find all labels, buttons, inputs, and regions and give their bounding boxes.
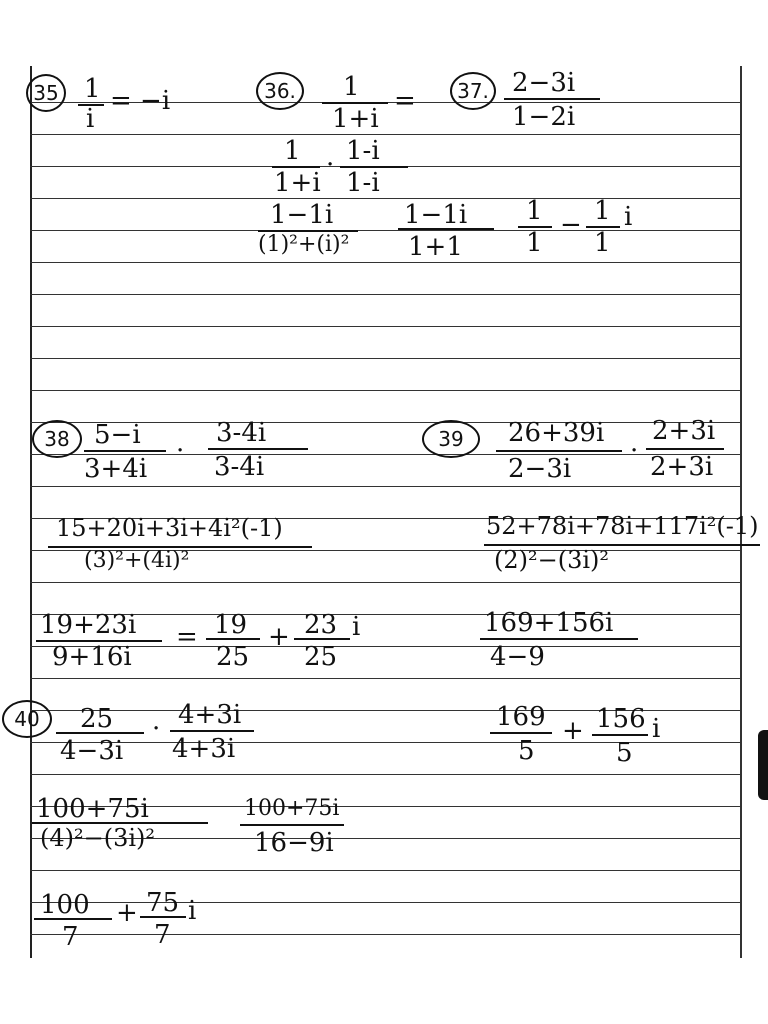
p38-s2-r2-numerator: 23	[304, 610, 338, 640]
p40-s2-denominator: 16−9i	[254, 828, 334, 858]
p38-q-numerator-2: 3-4i	[216, 418, 267, 448]
p39-s2-denominator: 4−9	[490, 642, 545, 672]
p38-s2-equals: =	[176, 622, 198, 652]
p40-q-times: ·	[152, 714, 161, 744]
p39-s3-fraction-bar	[490, 732, 552, 734]
ruled-line	[30, 614, 740, 615]
p36-s4-numerator-2: 1	[594, 196, 611, 226]
p39-s3-numerator: 169	[496, 702, 546, 732]
p39-q-numerator-2: 2+3i	[652, 416, 716, 446]
p36-s1-numerator-2: 1-i	[346, 136, 380, 166]
p40-s3-denominator: 7	[62, 922, 79, 952]
p39-s1-denominator: (2)²−(3i)²	[494, 546, 610, 574]
p40-s1-denominator: (4)²−(3i)²	[40, 824, 156, 852]
p40-s3-i: i	[188, 896, 197, 926]
p39-s3-numerator-2: 156	[596, 704, 646, 734]
ruled-line	[30, 198, 740, 199]
p36-s3-fraction-bar	[398, 228, 494, 230]
p39-s3-i: i	[652, 714, 661, 744]
p38-s2-r1-numerator: 19	[214, 610, 248, 640]
p40-q-numerator-2: 4+3i	[178, 700, 242, 730]
ruled-line	[30, 230, 740, 231]
p38-s2-r1-denominator: 25	[216, 642, 250, 672]
p40-s3-numerator-2: 75	[146, 888, 180, 918]
p40-s3-fraction-bar	[34, 918, 112, 920]
ruled-line	[30, 774, 740, 775]
ruled-line	[30, 678, 740, 679]
p38-q-denominator: 3+4i	[84, 454, 148, 484]
p36-s4-i: i	[624, 202, 633, 232]
p40-s3-numerator: 100	[40, 890, 90, 920]
p37-numerator: 2−3i	[512, 68, 576, 98]
p39-s2-fraction-bar	[480, 638, 638, 640]
p36-s4-denominator-2: 1	[594, 228, 611, 258]
p38-s2-denominator: 9+16i	[52, 642, 132, 672]
problem-number-39: 39	[422, 420, 480, 458]
p40-s2-fraction-bar	[240, 824, 344, 826]
p36-q-numerator: 1	[343, 72, 360, 102]
p37-denominator: 1−2i	[512, 102, 576, 132]
p40-q-denominator: 4−3i	[60, 736, 124, 766]
ruled-line	[30, 390, 740, 391]
p39-s3-denominator-2: 5	[616, 738, 633, 768]
p36-s1-denominator: 1+i	[274, 168, 321, 198]
problem-number-38: 38	[32, 420, 82, 458]
p39-q-denominator: 2−3i	[508, 454, 572, 484]
p39-s3-fraction-bar-2	[592, 734, 648, 736]
ruled-line	[30, 134, 740, 135]
p38-s1-denominator: (3)²+(4i)²	[84, 548, 190, 573]
problem-number-36: 36.	[256, 72, 304, 110]
ruled-line	[30, 582, 740, 583]
p35-result: = −i	[110, 86, 171, 116]
ruled-line	[30, 326, 740, 327]
problem-number-40: 40	[2, 700, 52, 738]
problem-number-35: 35	[26, 74, 66, 112]
p40-q-numerator: 25	[80, 704, 114, 734]
p36-s3-numerator: 1−1i	[404, 200, 468, 230]
p36-s4-denominator: 1	[526, 228, 543, 258]
ruled-line	[30, 934, 740, 935]
p38-s1-numerator: 15+20i+3i+4i²(-1)	[56, 514, 283, 542]
p36-s3-denominator: 1+1	[408, 232, 463, 262]
problem-number-37: 37.	[450, 72, 496, 110]
p39-s3-plus: +	[562, 716, 584, 746]
p39-s3-denominator: 5	[518, 736, 535, 766]
p38-q-times: ·	[176, 436, 185, 466]
p35-denominator: i	[86, 104, 95, 134]
p38-s2-i: i	[352, 612, 361, 642]
p39-q-numerator: 26+39i	[508, 418, 605, 448]
ruled-line	[30, 486, 740, 487]
p36-s1-numerator: 1	[284, 136, 301, 166]
p39-s1-numerator: 52+78i+78i+117i²(-1)	[486, 512, 759, 540]
p40-s1-numerator: 100+75i	[36, 794, 149, 824]
p39-q-denominator-2: 2+3i	[650, 452, 714, 482]
ruled-line	[30, 262, 740, 263]
ruled-line	[30, 646, 740, 647]
p35-numerator: 1	[84, 74, 101, 104]
p37-fraction-bar	[504, 98, 600, 100]
ruled-line	[30, 742, 740, 743]
p40-q-fraction-bar	[56, 732, 144, 734]
ruled-line	[30, 294, 740, 295]
p36-s2-denominator: (1)²+(i)²	[258, 232, 350, 257]
p40-s3-plus: +	[116, 898, 138, 928]
p38-q-fraction-bar	[84, 450, 166, 452]
ruled-line	[30, 358, 740, 359]
p40-s3-denominator-2: 7	[154, 920, 171, 950]
p36-s4-numerator: 1	[526, 196, 543, 226]
p36-s1-denominator-2: 1-i	[346, 168, 380, 198]
ink-smudge	[758, 730, 768, 800]
p36-s2-numerator: 1−1i	[270, 200, 334, 230]
p36-q-equals: =	[394, 86, 416, 116]
p40-q-denominator-2: 4+3i	[172, 734, 236, 764]
p38-s2-r2-denominator: 25	[304, 642, 338, 672]
p36-q-denominator: 1+i	[332, 104, 379, 134]
p38-q-numerator: 5−i	[94, 420, 141, 450]
p38-q-fraction-bar-2	[208, 448, 308, 450]
p38-q-denominator-2: 3-4i	[214, 452, 265, 482]
p39-s2-numerator: 169+156i	[484, 608, 614, 638]
p39-q-fraction-bar	[496, 450, 622, 452]
p40-s3-fraction-bar-2	[140, 916, 186, 918]
p39-q-times: ·	[630, 436, 639, 466]
p38-s2-r2-fraction-bar	[294, 638, 350, 640]
ruled-line	[30, 870, 740, 871]
p36-s1-times: ·	[326, 150, 335, 180]
p40-s2-numerator: 100+75i	[244, 796, 340, 821]
p38-s2-numerator: 19+23i	[40, 610, 137, 640]
p40-q-fraction-bar-2	[170, 730, 254, 732]
p39-q-fraction-bar-2	[646, 448, 724, 450]
p36-s4-minus: −	[560, 210, 582, 240]
p38-s2-plus: +	[268, 622, 290, 652]
p38-s2-r1-fraction-bar	[206, 638, 260, 640]
